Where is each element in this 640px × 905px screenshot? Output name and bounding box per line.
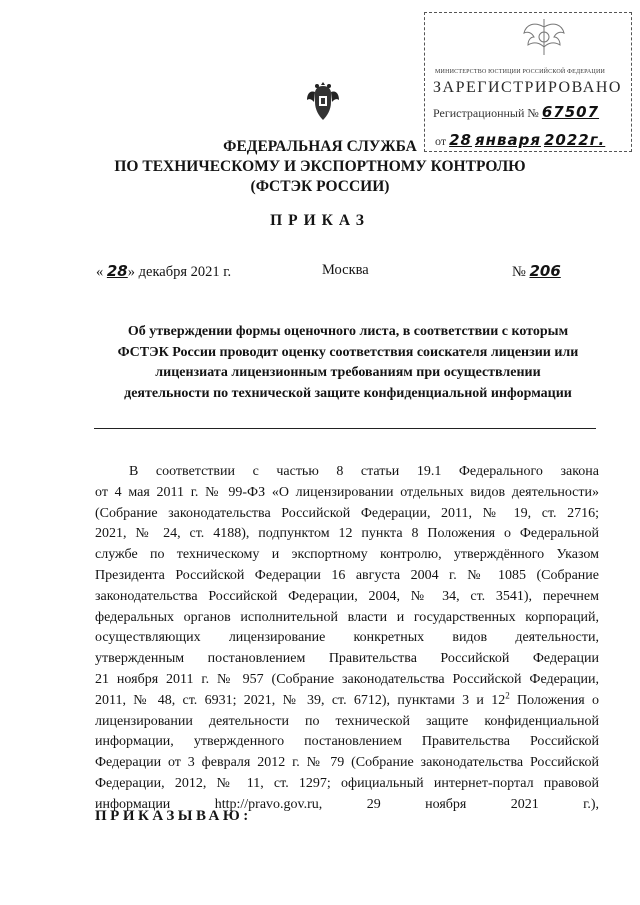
body-line: службе по техническому и экспортному контролю, утверждённого Указом — [95, 547, 599, 563]
divider-line — [94, 428, 596, 429]
order-body — [95, 462, 599, 816]
body-line: законодательства Российской Федерации, 2004, № 34, ст. 3541), перечнем — [95, 588, 599, 604]
stamp-authority: МИНИСТЕРСТВО ЮСТИЦИИ РОССИЙСКОЙ ФЕДЕРАЦИИ — [435, 69, 606, 75]
order-city: Москва — [322, 262, 369, 278]
body-line: 2021, № 24, ст. 4188), подпунктом 12 пункта 8 Положения о Федеральной — [95, 526, 599, 542]
stamp-reg-number: 67507 — [541, 103, 600, 121]
body-line-text: 2011, № 48, ст. 6931; 2021, № 39, ст. 6712), пунктами 3 и 12 — [95, 692, 506, 708]
stamp-registration-line — [433, 103, 599, 121]
body-line: осуществляющих лицензирование конкретных видов деятельности, — [95, 630, 599, 646]
org-name-line2: ПО ТЕХНИЧЕСКОМУ И ЭКСПОРТНОМУ КОНТРОЛЮ — [114, 158, 526, 175]
subject-line: деятельности по технической защите конфиденциальной информации — [124, 385, 572, 401]
order-date-rest: » декабря 2021 г. — [127, 264, 232, 280]
stamp-date-day: 28 — [449, 131, 472, 149]
org-name-line1: ФЕДЕРАЛЬНАЯ СЛУЖБА — [223, 138, 417, 155]
body-line: лицензировании деятельности по технической защите конфиденциальной — [95, 713, 599, 729]
body-line-tail: Положения о — [509, 692, 599, 708]
footnote-superscript: 2 — [505, 690, 510, 701]
body-line: информации, утвержденного постановлением Правительства Российской — [95, 734, 599, 750]
order-number — [512, 262, 561, 281]
order-date-open: « — [96, 264, 104, 280]
subject-line: лицензиата лицензионным требованиям при осуществлении — [155, 365, 541, 380]
stamp-date-prefix: от — [435, 134, 447, 148]
ministry-emblem-icon — [520, 15, 568, 59]
order-date-day: 28 — [106, 262, 128, 280]
order-verb: ПРИКАЗЫВАЮ: — [95, 808, 252, 824]
order-date — [96, 262, 231, 281]
body-line: от 4 мая 2011 г. № 99-ФЗ «О лицензировании отдельных видов деятельности» — [95, 484, 599, 500]
body-line: федеральных органов исполнительной власти и государственных корпораций, — [95, 609, 599, 625]
body-line: утвержденным постановлением Правительства Российской Федерации — [95, 651, 599, 667]
stamp-date-month: января — [474, 131, 541, 149]
body-line: Федерации, 2012, № 11, ст. 1297; официальный интернет-портал правовой — [95, 775, 599, 791]
body-line: (Собрание законодательства Российской Федерации, 2011, № 19, ст. 2716; — [95, 505, 599, 521]
body-line: Президента Российской Федерации 16 августа 2004 г. № 1085 (Собрание — [95, 567, 599, 583]
order-number-label: № — [512, 264, 526, 280]
subject-line: Об утверждении формы оценочного листа, в соответствии с которым — [127, 324, 569, 339]
body-line-with-superscript — [95, 691, 599, 712]
order-subject — [92, 322, 604, 404]
org-name-line3: (ФСТЭК РОССИИ) — [250, 178, 390, 195]
stamp-title: ЗАРЕГИСТРИРОВАНО — [433, 79, 622, 96]
coat-of-arms-icon — [306, 80, 340, 122]
body-line: Федерации от 3 февраля 2012 г. № 79 (Собрание законодательства Российской — [95, 755, 599, 771]
body-line: В соответствии с частью 8 статьи 19.1 Федерального закона — [129, 464, 599, 479]
body-line: 21 ноября 2011 г. № 957 (Собрание законодательства Российской Федерации, — [95, 671, 599, 687]
document-type-title: ПРИКАЗ — [270, 212, 370, 229]
body-line: информации http://pravo.gov.ru, 29 ноября 2021 г.), — [95, 796, 599, 812]
order-number-value: 206 — [529, 262, 561, 280]
stamp-date-year: 2022г. — [543, 131, 606, 149]
registration-stamp — [424, 12, 632, 152]
stamp-reg-label: Регистрационный № — [433, 106, 539, 120]
subject-line: ФСТЭК России проводит оценку соответствия соискателя лицензии или — [117, 344, 579, 360]
